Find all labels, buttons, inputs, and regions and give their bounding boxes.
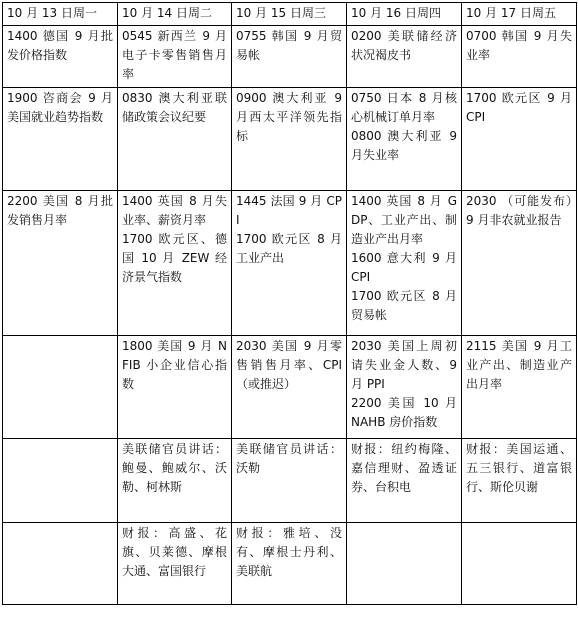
day-header: 10 月 16 日周四 <box>347 3 462 26</box>
table-row <box>3 336 577 439</box>
table-row <box>3 88 577 191</box>
event-entry: 1800 美国 9 月 NFIB 小企业信心指数 <box>122 339 227 391</box>
event-cell <box>462 336 577 439</box>
event-cell <box>3 26 118 88</box>
event-entry: 0750 日本 8 月核心机械订单月率 <box>351 91 457 124</box>
event-entry: 美联储官员讲话：沃勒 <box>236 442 342 475</box>
event-cell <box>118 26 232 88</box>
event-cell <box>232 26 347 88</box>
event-entry: 0800 澳大利亚 9 月失业率 <box>351 129 457 162</box>
event-cell <box>232 88 347 191</box>
event-cell <box>462 88 577 191</box>
event-cell <box>462 26 577 88</box>
table-row <box>3 523 577 605</box>
economic-calendar-table <box>2 2 577 605</box>
event-entry: 1700 欧元区、德国 10 月 ZEW 经济景气指数 <box>122 232 227 284</box>
event-entry: 0900 澳大利亚 9 月西太平洋领先指标 <box>236 91 342 143</box>
day-header: 10 月 17 日周五 <box>462 3 577 26</box>
event-entry: 2030 美国 9 月零售销售月率、CPI（或推迟） <box>236 339 342 391</box>
event-cell <box>347 191 462 336</box>
event-cell <box>232 523 347 605</box>
event-entry: 1700 欧元区 8 月贸易帐 <box>351 289 457 322</box>
day-header: 10 月 13 日周一 <box>3 3 118 26</box>
event-cell <box>3 191 118 336</box>
event-entry: 0755 韩国 9 月贸易帐 <box>236 29 342 62</box>
table-row <box>3 191 577 336</box>
header-row <box>3 3 577 26</box>
event-entry: 1400 英国 8 月 GDP、工业产出、制造业产出月率 <box>351 194 457 246</box>
event-cell <box>118 523 232 605</box>
event-entry: 1700 欧元区 9 月 CPI <box>466 91 572 124</box>
event-entry: 1600 意大利 9 月 CPI <box>351 251 457 284</box>
event-entry: 0700 韩国 9 月失业率 <box>466 29 572 62</box>
event-entry: 2115 美国 9 月工业产出、制造业产出月率 <box>466 339 572 391</box>
event-entry: 1400 英国 8 月失业率、薪资月率 <box>122 194 227 227</box>
event-entry: 美联储官员讲话：鲍曼、鲍威尔、沃勒、柯林斯 <box>122 442 227 494</box>
event-cell <box>347 26 462 88</box>
event-entry: 1700 欧元区 8 月工业产出 <box>236 232 342 265</box>
event-cell <box>347 88 462 191</box>
event-cell <box>3 88 118 191</box>
event-entry: 财报：纽约梅隆、嘉信理财、盈透证券、台积电 <box>351 442 457 494</box>
event-cell <box>347 523 462 605</box>
day-header: 10 月 14 日周二 <box>118 3 232 26</box>
event-cell <box>462 439 577 523</box>
day-header: 10 月 15 日周三 <box>232 3 347 26</box>
event-cell <box>3 336 118 439</box>
event-cell <box>3 439 118 523</box>
event-cell <box>347 439 462 523</box>
event-cell <box>118 439 232 523</box>
event-entry: 财报：雅培、没有、摩根士丹利、美联航 <box>236 526 342 578</box>
event-entry: 2200 美国 10 月 NAHB 房价指数 <box>351 396 457 429</box>
event-cell <box>118 336 232 439</box>
event-cell <box>232 439 347 523</box>
event-entry: 1400 德国 9 月批发价格指数 <box>7 29 113 62</box>
event-cell <box>118 88 232 191</box>
event-entry: 2200 美国 8 月批发销售月率 <box>7 194 113 227</box>
event-entry: 1900 咨商会 9 月美国就业趋势指数 <box>7 91 113 124</box>
event-cell <box>462 523 577 605</box>
event-entry: 1445 法国 9 月 CPI <box>236 194 342 227</box>
table-row <box>3 26 577 88</box>
event-entry: 0200 美联储经济状况褐皮书 <box>351 29 457 62</box>
event-cell <box>3 523 118 605</box>
table-row <box>3 439 577 523</box>
event-cell <box>462 191 577 336</box>
event-cell <box>347 336 462 439</box>
event-entry: 0545 新西兰 9 月电子卡零售销售月率 <box>122 29 227 81</box>
event-entry: 财报：美国运通、五三银行、道富银行、斯伦贝谢 <box>466 442 572 494</box>
event-cell <box>232 336 347 439</box>
event-entry: 2030 （可能发布）9 月非农就业报告 <box>466 194 572 227</box>
event-cell <box>118 191 232 336</box>
event-entry: 0830 澳大利亚联储政策会议纪要 <box>122 91 227 124</box>
event-entry: 2030 美国上周初请失业金人数、9 月 PPI <box>351 339 457 391</box>
event-cell <box>232 191 347 336</box>
event-entry: 财报：高盛、花旗、贝莱德、摩根大通、富国银行 <box>122 526 227 578</box>
